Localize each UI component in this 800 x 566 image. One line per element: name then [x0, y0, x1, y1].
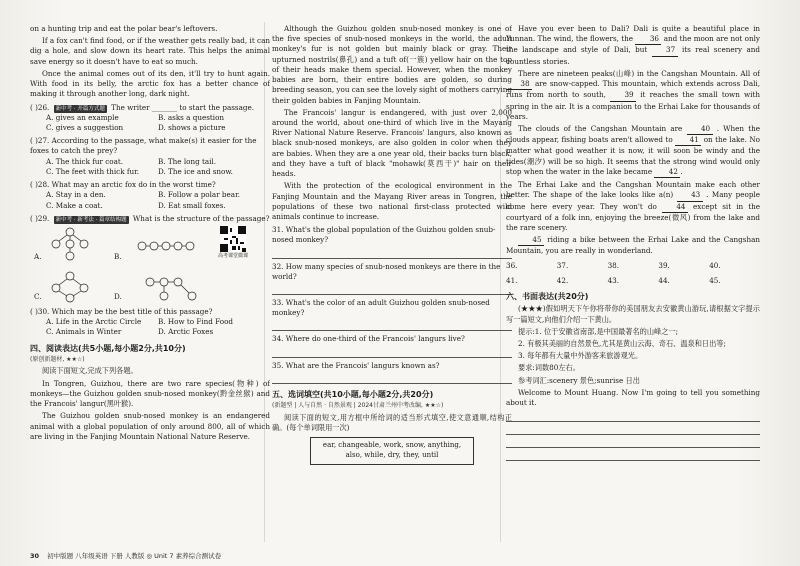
paragraph: The Guizhou golden snub-nosed monkey is an endangered animal with a global population of only around 800, all of which are living in the Fanjing Mountain National Nature Reserve.: [30, 411, 270, 441]
option-b: B. asks a question: [158, 112, 225, 122]
text: .: [680, 166, 683, 176]
text: it reaches the small town with spring in the air. It is a companion to the Erhai Lake for thousands of years.: [506, 90, 760, 121]
option-b: B. Follow a polar bear.: [158, 190, 241, 200]
option-c: C. gives a suggestion: [46, 122, 124, 132]
option-b: B. How to Find Food: [158, 317, 234, 327]
option-a: A. Life in the Arctic Circle: [46, 317, 142, 327]
paragraph: on a hunting trip and eat the polar bear's leftovers.: [30, 24, 218, 33]
option-b: B. The long tail.: [158, 156, 217, 166]
answer-line[interactable]: [272, 319, 512, 331]
blank-38[interactable]: 38: [506, 79, 532, 90]
prompt: 提示:1. 位于安徽省南部,是中国最著名的山峰之一;: [518, 326, 679, 336]
option-a: A. gives an example: [46, 112, 119, 122]
question-number: ( )26.: [30, 102, 50, 112]
text: The Erhai Lake and the Cangshan Mountain make each other better. The shape of the lake looks like a(n): [506, 180, 760, 200]
question-30: [30, 307, 270, 338]
section-title: 四、阅读表达(共5小题,每小题2分,共10分): [30, 343, 186, 353]
paragraph: [506, 24, 760, 67]
question-number: ( )27.: [30, 136, 50, 146]
blank-42[interactable]: 42: [654, 167, 680, 178]
diagram-label-c: C.: [34, 291, 42, 301]
section-subtitle: (原创新题材, ★★☆): [30, 355, 85, 363]
option-a: A. Stay in a den.: [46, 190, 106, 200]
answer-slot[interactable]: 42.: [556, 275, 569, 285]
answer-line[interactable]: [272, 346, 512, 358]
question-number: ( )28.: [30, 180, 50, 190]
page-number: 30: [30, 552, 40, 560]
qr-label: 高考课堂微课: [218, 252, 249, 259]
option-d: D. The ice and snow.: [158, 166, 233, 176]
answer-slot[interactable]: 45.: [709, 275, 721, 285]
option-d: D. Eat small foxes.: [158, 200, 226, 210]
question-34: [272, 334, 512, 344]
text: are snow-capped. This mountain, which extends across Dali, runs from north to south,: [506, 79, 760, 100]
text: riding a bike between the Erhai Lake and the Cangshan Mountain, you are really in wonderland.: [506, 235, 760, 256]
instruction: 阅读下面短文,完成下列各题。: [42, 366, 138, 376]
question-number: ( )29.: [30, 213, 50, 223]
prompt: 3. 每年都有大量中外游客来旅游观光。: [518, 351, 643, 361]
answer-line[interactable]: [272, 283, 512, 295]
text: except sit in the courtyard of a folk inn, enjoying the breeze(微风) from the lake and the rare scenery.: [506, 201, 760, 232]
text: . Many people come here every year. They won't do: [506, 190, 760, 211]
structure-diagrams: [30, 226, 270, 304]
essay-start: Welcome to Mount Huang. Now I'm going to tell you something about it.: [506, 387, 760, 408]
column-right: [506, 24, 760, 544]
option-c: C. The feet with thick fur.: [46, 166, 140, 176]
question-stem: 32. How many species of snub-nosed monkeys are there in the world?: [272, 261, 501, 281]
blank-40[interactable]: 40: [687, 124, 713, 135]
text: There are nineteen peaks(山峰) in the Cangshan Mountain. All of: [518, 68, 760, 78]
section-title: 五、选词填空(共10小题,每小题2分,共20分): [272, 389, 434, 399]
question-28: [30, 180, 270, 211]
answer-line[interactable]: [272, 247, 512, 259]
option-c: C. Animals in Winter: [46, 327, 122, 337]
section-subtitle: (新题型 | 人与自然 · 自然景观 | 2024甘肃兰州中考改编, ★★☆): [272, 402, 444, 410]
footer-text: 初中版题 八年级英语 下册 人教版 ◎ Unit 7 素养综合测试卷: [47, 552, 222, 560]
prompt: 要求:词数80左右。: [518, 363, 580, 373]
diagram-label-b: B.: [114, 251, 122, 261]
question-stem: 35. What are the Francois' langurs known as?: [272, 360, 440, 370]
question-stem: 34. Where do one-third of the Francois' langurs live?: [272, 334, 465, 344]
question-stem: 31. What's the global population of the Guizhou golden snub-nosed monkey?: [272, 225, 496, 245]
answer-line[interactable]: [272, 372, 512, 384]
paragraph: With the protection of the ecological environment in the Fanjing Mountain and the Mayang River areas in Tongren, the populations of these two national first-class protected wild animals continue to increase.: [272, 181, 512, 221]
section-title: 六、书面表达(共20分): [506, 292, 589, 302]
question-tag: 新中考 · 开篇方式题: [55, 105, 105, 112]
question-27: [30, 136, 270, 177]
blank-36[interactable]: 36: [635, 34, 661, 45]
question-stem: The writer _______ to start the passage.: [111, 102, 255, 112]
essay-line[interactable]: [506, 436, 760, 448]
option-d: D. shows a picture: [158, 122, 226, 132]
option-d: D. Arctic Foxes: [158, 327, 214, 337]
blank-39[interactable]: 39: [610, 90, 636, 101]
column-left: [30, 24, 270, 544]
paragraph: In Tongren, Guizhou, there are two rare species(物种) of monkeys—the Guizhou golden snub-nosed monkey(黔金丝猴) and the Francois' langur(黑叶猴).: [30, 378, 270, 409]
blank-37[interactable]: 37: [652, 45, 678, 56]
question-number: ( )30.: [30, 306, 50, 316]
text: . When the clouds appear, fishing boats aren't allowed to: [506, 123, 760, 145]
answer-slot[interactable]: 36.: [506, 260, 518, 270]
question-stem: What may an arctic fox do in the worst time?: [51, 180, 216, 190]
essay-line[interactable]: [506, 410, 760, 422]
column-middle: [272, 24, 512, 544]
question-stem: According to the passage, what make(s) it easier for the foxes to catch the prey?: [30, 136, 257, 156]
paragraph: The Francois' langur is endangered, with just over 2,000 around the world, about one-third of which live in the Mayang River National Nature Reserve. Francois' langurs, also known as black snub-nosed monkeys, are also golden in color when they are babies. When they are a one year old, their backs turn black, and they have a tuft of black "mohawk(莫西干)" hair on their heads.: [272, 107, 512, 179]
paragraph: If a fox can't find food, or if the weather gets really bad, it can dig a hole, and slow down its heart rate. This helps the animal save energy so it doesn't have to eat so much.: [30, 36, 270, 66]
text: and the moon are not only the landscape and style of Dali, but: [506, 34, 760, 55]
answer-slot[interactable]: 39.: [658, 260, 670, 270]
prompt: 参考词汇:scenery 景色;sunrise 日出: [518, 375, 640, 385]
paragraph: [506, 124, 760, 178]
answer-slot[interactable]: 44.: [658, 275, 670, 285]
question-32: [272, 262, 512, 282]
question-31: [272, 225, 512, 245]
question-stem: What is the structure of the passage?: [132, 213, 270, 223]
text: The clouds of the Cangshan Mountain are: [518, 123, 683, 133]
blank-45[interactable]: 45: [518, 235, 544, 246]
question-33: [272, 298, 512, 318]
answer-slot[interactable]: 37.: [556, 260, 569, 270]
answer-slot[interactable]: 40.: [709, 260, 721, 270]
word-box: ear, changeable, work, snow, anything, also, while, dry, they, until: [310, 437, 474, 465]
diagram-label-d: D.: [114, 291, 122, 301]
text: on the lake. No matter what good weather it is now, it will soon be windy and the tides(潮汐) will be so high. It seems that the strong wind would only stop when the water in the lake became: [506, 135, 760, 176]
answer-grid: [506, 261, 760, 286]
answer-slot[interactable]: 43.: [607, 275, 620, 285]
paragraph: [506, 235, 760, 256]
option-a: A. The thick fur coat.: [46, 156, 124, 166]
answer-slot[interactable]: 41.: [506, 275, 518, 285]
question-26: [30, 103, 270, 134]
paragraph: Although the Guizhou golden snub-nosed monkey is one of the five species of snub-nosed monkeys in the world, the adult monkey's fur is not golden but mainly black or gray. Their upturned nostrils(鼻孔) and a tuft of(一簇) yellow hair on the top of their heads make them special. However, when the monkey babies are born, their entire bodies are golden, so during breeding season, you can see the lovely sight of mothers carrying their golden babies in Fanjing Mountain.: [272, 24, 512, 105]
blank-43[interactable]: 43: [677, 190, 703, 201]
diagram-label-a: A.: [34, 251, 42, 261]
text: Have you ever been to Dali? Dali is quite a beautiful place in Yunnan. The wind, the flowers, the: [506, 24, 760, 44]
paragraph: [506, 180, 760, 233]
answer-slot[interactable]: 38.: [607, 260, 620, 270]
page-footer: [30, 551, 221, 560]
essay-line[interactable]: [506, 423, 760, 435]
option-c: C. Make a coat.: [46, 200, 103, 210]
prompt: (★★★)假如明天下午你将带你的美国朋友去安徽黄山游玩,请根据文字提示写一篇短文,向他们介绍一下黄山。: [506, 304, 760, 324]
blank-44[interactable]: 44: [662, 202, 688, 213]
text: its real scenery and countless stories.: [506, 45, 760, 66]
question-29: [30, 214, 270, 304]
paragraph: Once the animal comes out of its den, it'll try to hunt again. With food in its belly, the arctic fox has a better chance of making it through another long, dark night.: [30, 68, 270, 99]
instruction: 阅读下面的短文,用方框中所给词的适当形式填空,使文意通顺,结构正确。(每个单词限用一次): [272, 412, 512, 432]
prompt: 2. 有极其美丽的自然景色,尤其是黄山云海、奇石、温泉和日出等;: [518, 339, 726, 349]
question-35: [272, 361, 512, 371]
qr-code-icon[interactable]: [220, 226, 246, 252]
question-stem: 33. What's the color of an adult Guizhou golden snub-nosed monkey?: [272, 298, 490, 318]
question-stem: Which may be the best title of this passage?: [51, 306, 213, 316]
blank-41[interactable]: 41: [675, 135, 701, 146]
essay-line[interactable]: [506, 449, 760, 461]
paragraph: [506, 69, 760, 122]
question-tag: 新中考 · 新考法 · 篇章结构题: [55, 216, 127, 223]
